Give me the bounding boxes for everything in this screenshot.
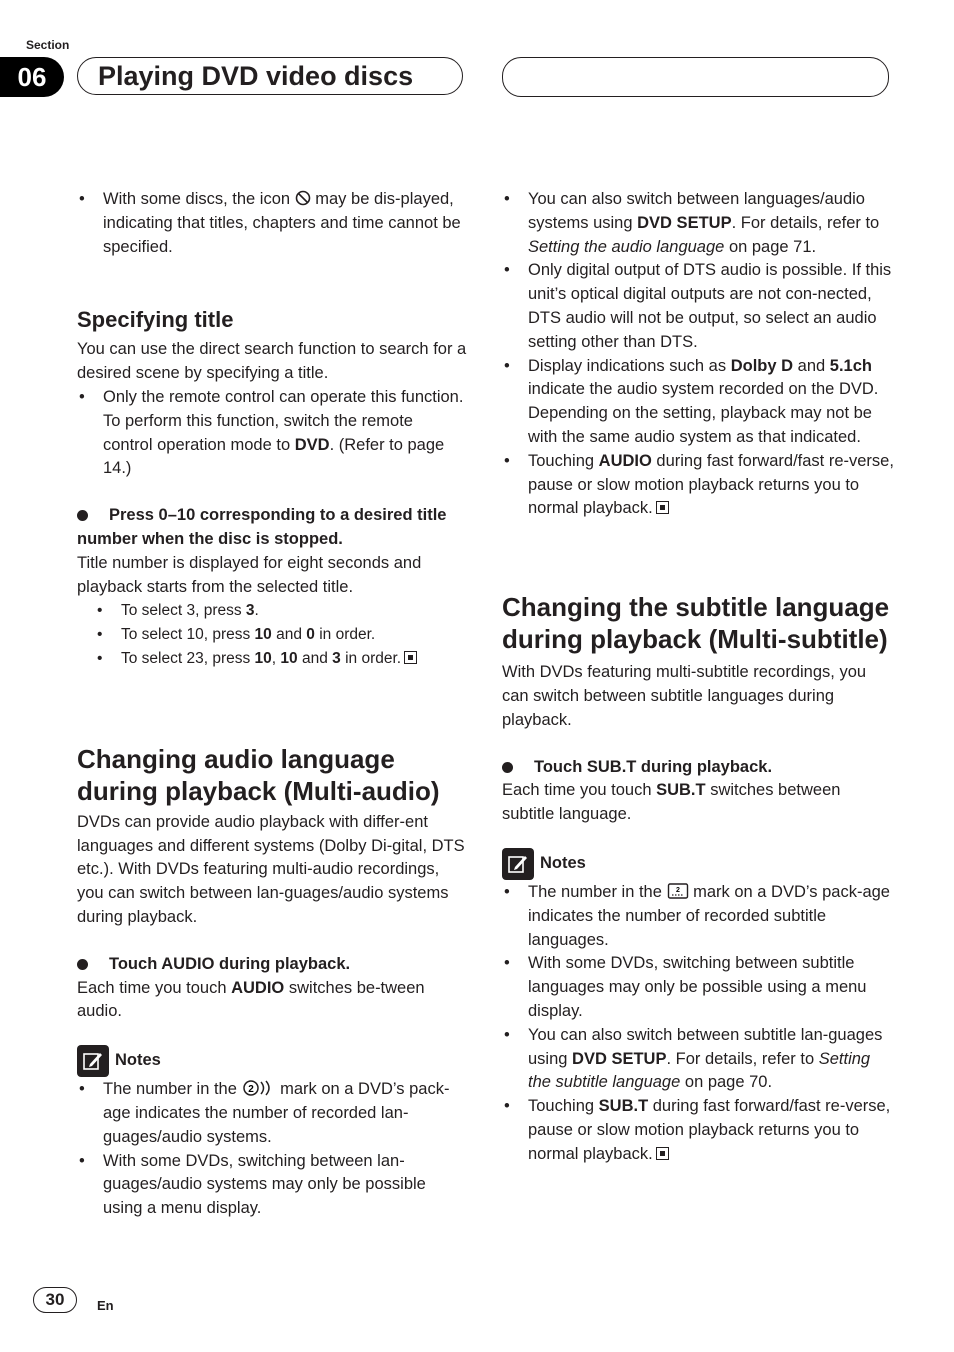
text: You can also switch between subtitle lan-guages using: [528, 1025, 883, 1068]
section-heading: Specifying title: [77, 307, 234, 333]
text: indicate the audio system recorded on the DVD. Depending on the setting, playback may not be with the same audio system as that indicated.: [528, 380, 879, 446]
step-instruction: [77, 953, 467, 977]
text: DVD: [294, 435, 330, 454]
text: .: [254, 602, 259, 620]
list-item: [77, 623, 467, 647]
prohibited-icon: [295, 190, 311, 206]
step-instruction: [77, 504, 467, 552]
list-item: • With some DVDs, switching between subtitle languages may only be possible using a menu display.: [502, 952, 894, 1023]
section-heading: Changing the subtitle language during playback (Multi-subtitle): [502, 592, 890, 655]
text: The number in the: [528, 882, 662, 901]
text: switches be-tween audio.: [77, 978, 425, 1021]
text: Touch SUB.T during playback.: [534, 757, 773, 776]
text: on page 70.: [684, 1073, 773, 1092]
text: during fast forward/fast re-verse, pause or slow motion playback returns you to normal playback.: [528, 451, 894, 518]
text: Setting the audio language: [528, 237, 725, 256]
text: and: [797, 356, 826, 375]
language-label: En: [97, 1298, 114, 1313]
paragraph: DVDs can provide audio playback with differ-ent languages and different systems (Dolby Di-gital, DTS etc.). With DVDs featuring multi-audio recordings, you can switch between lan-guages/audio systems during playback.: [77, 812, 465, 926]
text: Each time you touch: [77, 978, 227, 997]
step-bullet-icon: [77, 959, 88, 970]
text: SUB.T: [598, 1097, 649, 1116]
text: during fast forward/fast re-verse, pause or slow motion playback returns you to normal playback.: [528, 1097, 891, 1163]
text: 3: [332, 649, 341, 667]
text: Press 0–10 corresponding to a desired title number when the disc is stopped.: [77, 506, 447, 548]
text: 10: [280, 649, 298, 667]
text: To select 23, press: [121, 649, 251, 667]
page-title: Playing DVD video discs: [98, 61, 414, 91]
list-item: • Only digital output of DTS audio is possible. If this unit’s optical digital outputs are not con-nected, DTS audio will not be output, so select an audio setting other than DTS.: [502, 259, 894, 354]
text: The number in the: [103, 1080, 237, 1099]
list-item: [77, 599, 467, 623]
text: Touching: [528, 451, 595, 470]
end-mark-icon: [656, 1147, 669, 1160]
section-label: Section: [26, 38, 70, 52]
text: . For details, refer to: [666, 1049, 815, 1068]
text: . For details, refer to: [731, 213, 880, 232]
text: mark on a DVD’s pack-age indicates the number of recorded subtitle languages.: [528, 882, 890, 949]
text: Dolby D: [730, 356, 794, 375]
list-item: [502, 1024, 894, 1095]
right-column: [502, 188, 894, 1167]
svg-text:2: 2: [247, 1084, 254, 1096]
list-item: [502, 1095, 894, 1166]
audio-languages-icon: [242, 1079, 276, 1097]
text: Display indications such as: [528, 356, 727, 375]
paragraph: With DVDs featuring multi-subtitle recordings, you can switch between subtitle languages during playback.: [502, 663, 867, 729]
paragraph: [77, 977, 467, 1025]
list-item: [77, 188, 467, 259]
text: With some discs, the icon: [103, 190, 291, 208]
text: and: [301, 649, 328, 667]
text: mark on a DVD’s pack-age indicates the number of recorded lan-guages/audio systems.: [103, 1080, 450, 1146]
paragraph: Title number is displayed for eight seconds and playback starts from the selected title.: [77, 553, 422, 596]
text: AUDIO: [231, 978, 285, 997]
text: Each time you touch: [502, 781, 652, 800]
text: Only the remote control can operate this function. To perform this function, switch the remote control operation mode to: [103, 387, 464, 454]
notes-label: Notes: [540, 854, 586, 873]
step-instruction: [502, 756, 894, 780]
text: 10: [254, 649, 272, 667]
text: To select 3, press: [121, 602, 242, 620]
section-number: 06: [0, 57, 64, 97]
text: . (Refer to page 14.): [103, 435, 445, 478]
text: Touch AUDIO during playback.: [109, 954, 351, 973]
text: Setting the subtitle language: [528, 1049, 871, 1092]
text: You can also switch between languages/audio systems using: [528, 190, 865, 232]
text: AUDIO: [598, 451, 652, 470]
text: ,: [271, 649, 277, 667]
notes-header: [502, 847, 894, 881]
left-column: [77, 188, 467, 1221]
end-mark-icon: [404, 651, 417, 664]
text: Touching: [528, 1097, 595, 1116]
text: 5.1ch: [829, 356, 872, 375]
text: may be dis-played, indicating that titles, chapters and time cannot be specified.: [103, 190, 461, 256]
list-item: [502, 881, 894, 952]
pencil-icon: [502, 848, 534, 880]
paragraph: [502, 779, 894, 827]
list-item: [502, 188, 894, 259]
text: in order.: [345, 649, 402, 667]
section-heading: Changing audio language during playback (Multi-audio): [77, 743, 440, 806]
notes-label: Notes: [115, 1051, 161, 1070]
text: in order.: [319, 626, 376, 644]
text: To select 10, press: [121, 626, 251, 644]
subtitle-languages-icon: [667, 882, 689, 900]
pencil-icon: [77, 1045, 109, 1077]
text: 10: [254, 626, 272, 644]
list-item: [502, 355, 894, 450]
paragraph: You can use the direct search function to search for a desired scene by specifying a title.: [77, 340, 467, 383]
list-item: [77, 386, 467, 481]
text: 3: [245, 602, 255, 620]
empty-header-frame: [502, 57, 889, 97]
step-bullet-icon: [502, 762, 513, 773]
list-item: [77, 647, 467, 671]
svg-text:2: 2: [675, 886, 680, 894]
text: and: [276, 626, 302, 644]
text: DVD SETUP: [572, 1049, 667, 1068]
text: switches between subtitle language.: [502, 781, 841, 824]
page-number: 30: [33, 1287, 77, 1313]
text: 0: [306, 626, 315, 644]
list-item: [502, 450, 894, 521]
list-item: [77, 1078, 467, 1149]
notes-header: [77, 1044, 467, 1078]
step-bullet-icon: [77, 510, 88, 521]
text: on page 71.: [728, 237, 817, 256]
list-item: • With some DVDs, switching between lan-guages/audio systems may only be possible using a menu display.: [77, 1150, 467, 1221]
end-mark-icon: [656, 501, 669, 514]
text: DVD SETUP: [637, 213, 732, 232]
text: SUB.T: [656, 781, 706, 800]
